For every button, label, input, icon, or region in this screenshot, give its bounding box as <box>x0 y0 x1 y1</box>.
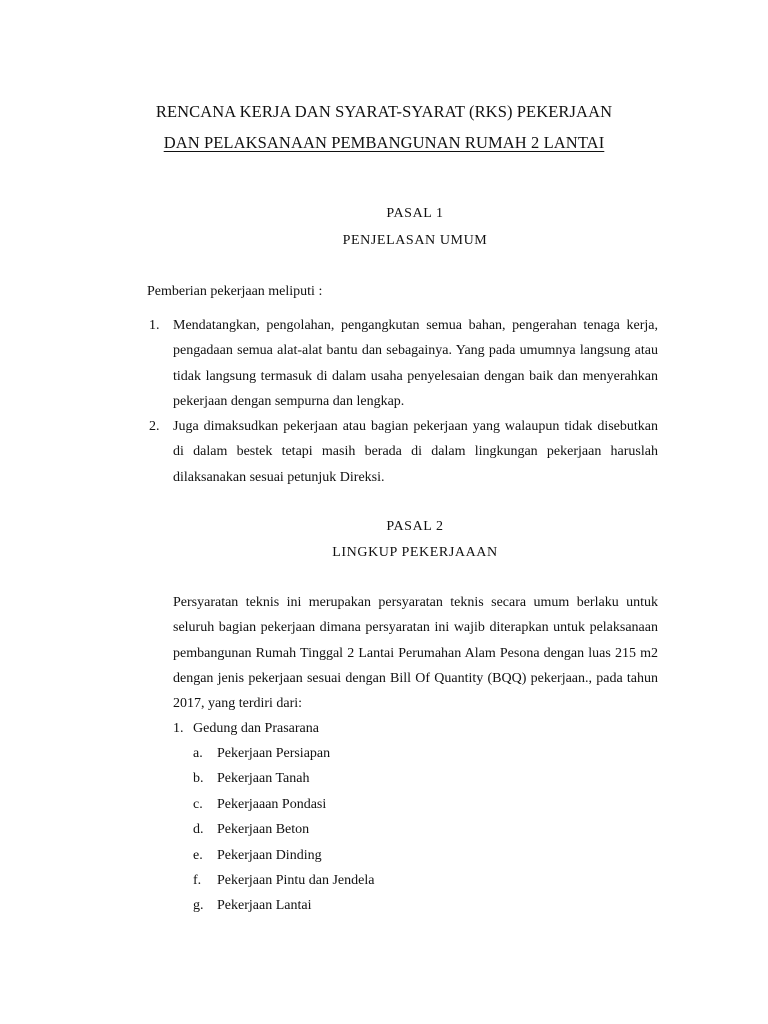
subitem-letter: e. <box>193 848 203 863</box>
subitem-letter: d. <box>193 822 204 837</box>
subitem-letter: g. <box>193 898 204 913</box>
pasal-1-heading: PASAL 1 <box>386 206 444 221</box>
pasal-1-item-1-number: 1. <box>149 318 160 333</box>
document-title-line-1: RENCANA KERJA DAN SYARAT-SYARAT (RKS) PEKERJAAN <box>155 102 613 121</box>
pasal-2-list-1-label: Gedung dan Prasarana <box>193 721 319 736</box>
subitem-letter: a. <box>193 746 203 761</box>
pasal-1-item-1-text: Mendatangkan, pengolahan, pengangkutan semua bahan, pengerahan tenaga kerja, pengadaan semua alat-alat bantu dan sebagainya. Yang pada umumnya langsung atau tidak langsung termasuk di dalam usaha penyelesaian dengan baik dan menyerahkan pekerjaan dengan sempurna dan lengkap. <box>173 318 658 409</box>
document-title-line-2 <box>0 133 768 153</box>
document-title-line-2-text: DAN PELAKSANAAN PEMBANGUNAN RUMAH 2 LANTAI <box>163 133 605 152</box>
subitem-text: Pekerjaan Lantai <box>217 898 312 913</box>
pasal-1-subheading: PENJELASAN UMUM <box>342 233 488 248</box>
subitem-text: Pekerjaan Pintu dan Jendela <box>217 873 375 888</box>
pasal-2-heading: PASAL 2 <box>386 519 444 534</box>
subitem-text: Pekerjaaan Pondasi <box>217 797 327 812</box>
pasal-1-intro: Pemberian pekerjaan meliputi : <box>147 284 323 299</box>
subitem-text: Pekerjaan Dinding <box>217 848 322 863</box>
subitem-text: Pekerjaan Beton <box>217 822 310 837</box>
pasal-2-paragraph: Persyaratan teknis ini merupakan persyaratan teknis secara umum berlaku untuk seluruh bagian pekerjaan dimana persyaratan ini wajib diterapkan untuk pelaksanaan pembangunan Rumah Tinggal 2 Lantai Perumahan Alam Pesona dengan luas 215 m2 dengan jenis pekerjaan sesuai dengan Bill Of Quantity (BQQ) pekerjaan., pada tahun 2017, yang terdiri dari: <box>173 595 658 712</box>
subitem-letter: b. <box>193 771 204 786</box>
pasal-1-item-2-text: Juga dimaksudkan pekerjaan atau bagian pekerjaan yang walaupun tidak disebutkan di dalam bestek tetapi masih berada di dalam lingkungan pekerjaan haruslah dilaksanakan sesuai petunjuk Direksi. <box>173 419 658 485</box>
subitem-letter: f. <box>193 873 202 888</box>
pasal-1-item-2-number: 2. <box>149 419 160 434</box>
subitem-letter: c. <box>193 797 203 812</box>
subitem-text: Pekerjaan Persiapan <box>217 746 331 761</box>
subitem-text: Pekerjaan Tanah <box>217 771 310 786</box>
pasal-2-list-1-number: 1. <box>173 721 184 736</box>
pasal-2-subheading: LINGKUP PEKERJAAAN <box>332 545 498 560</box>
